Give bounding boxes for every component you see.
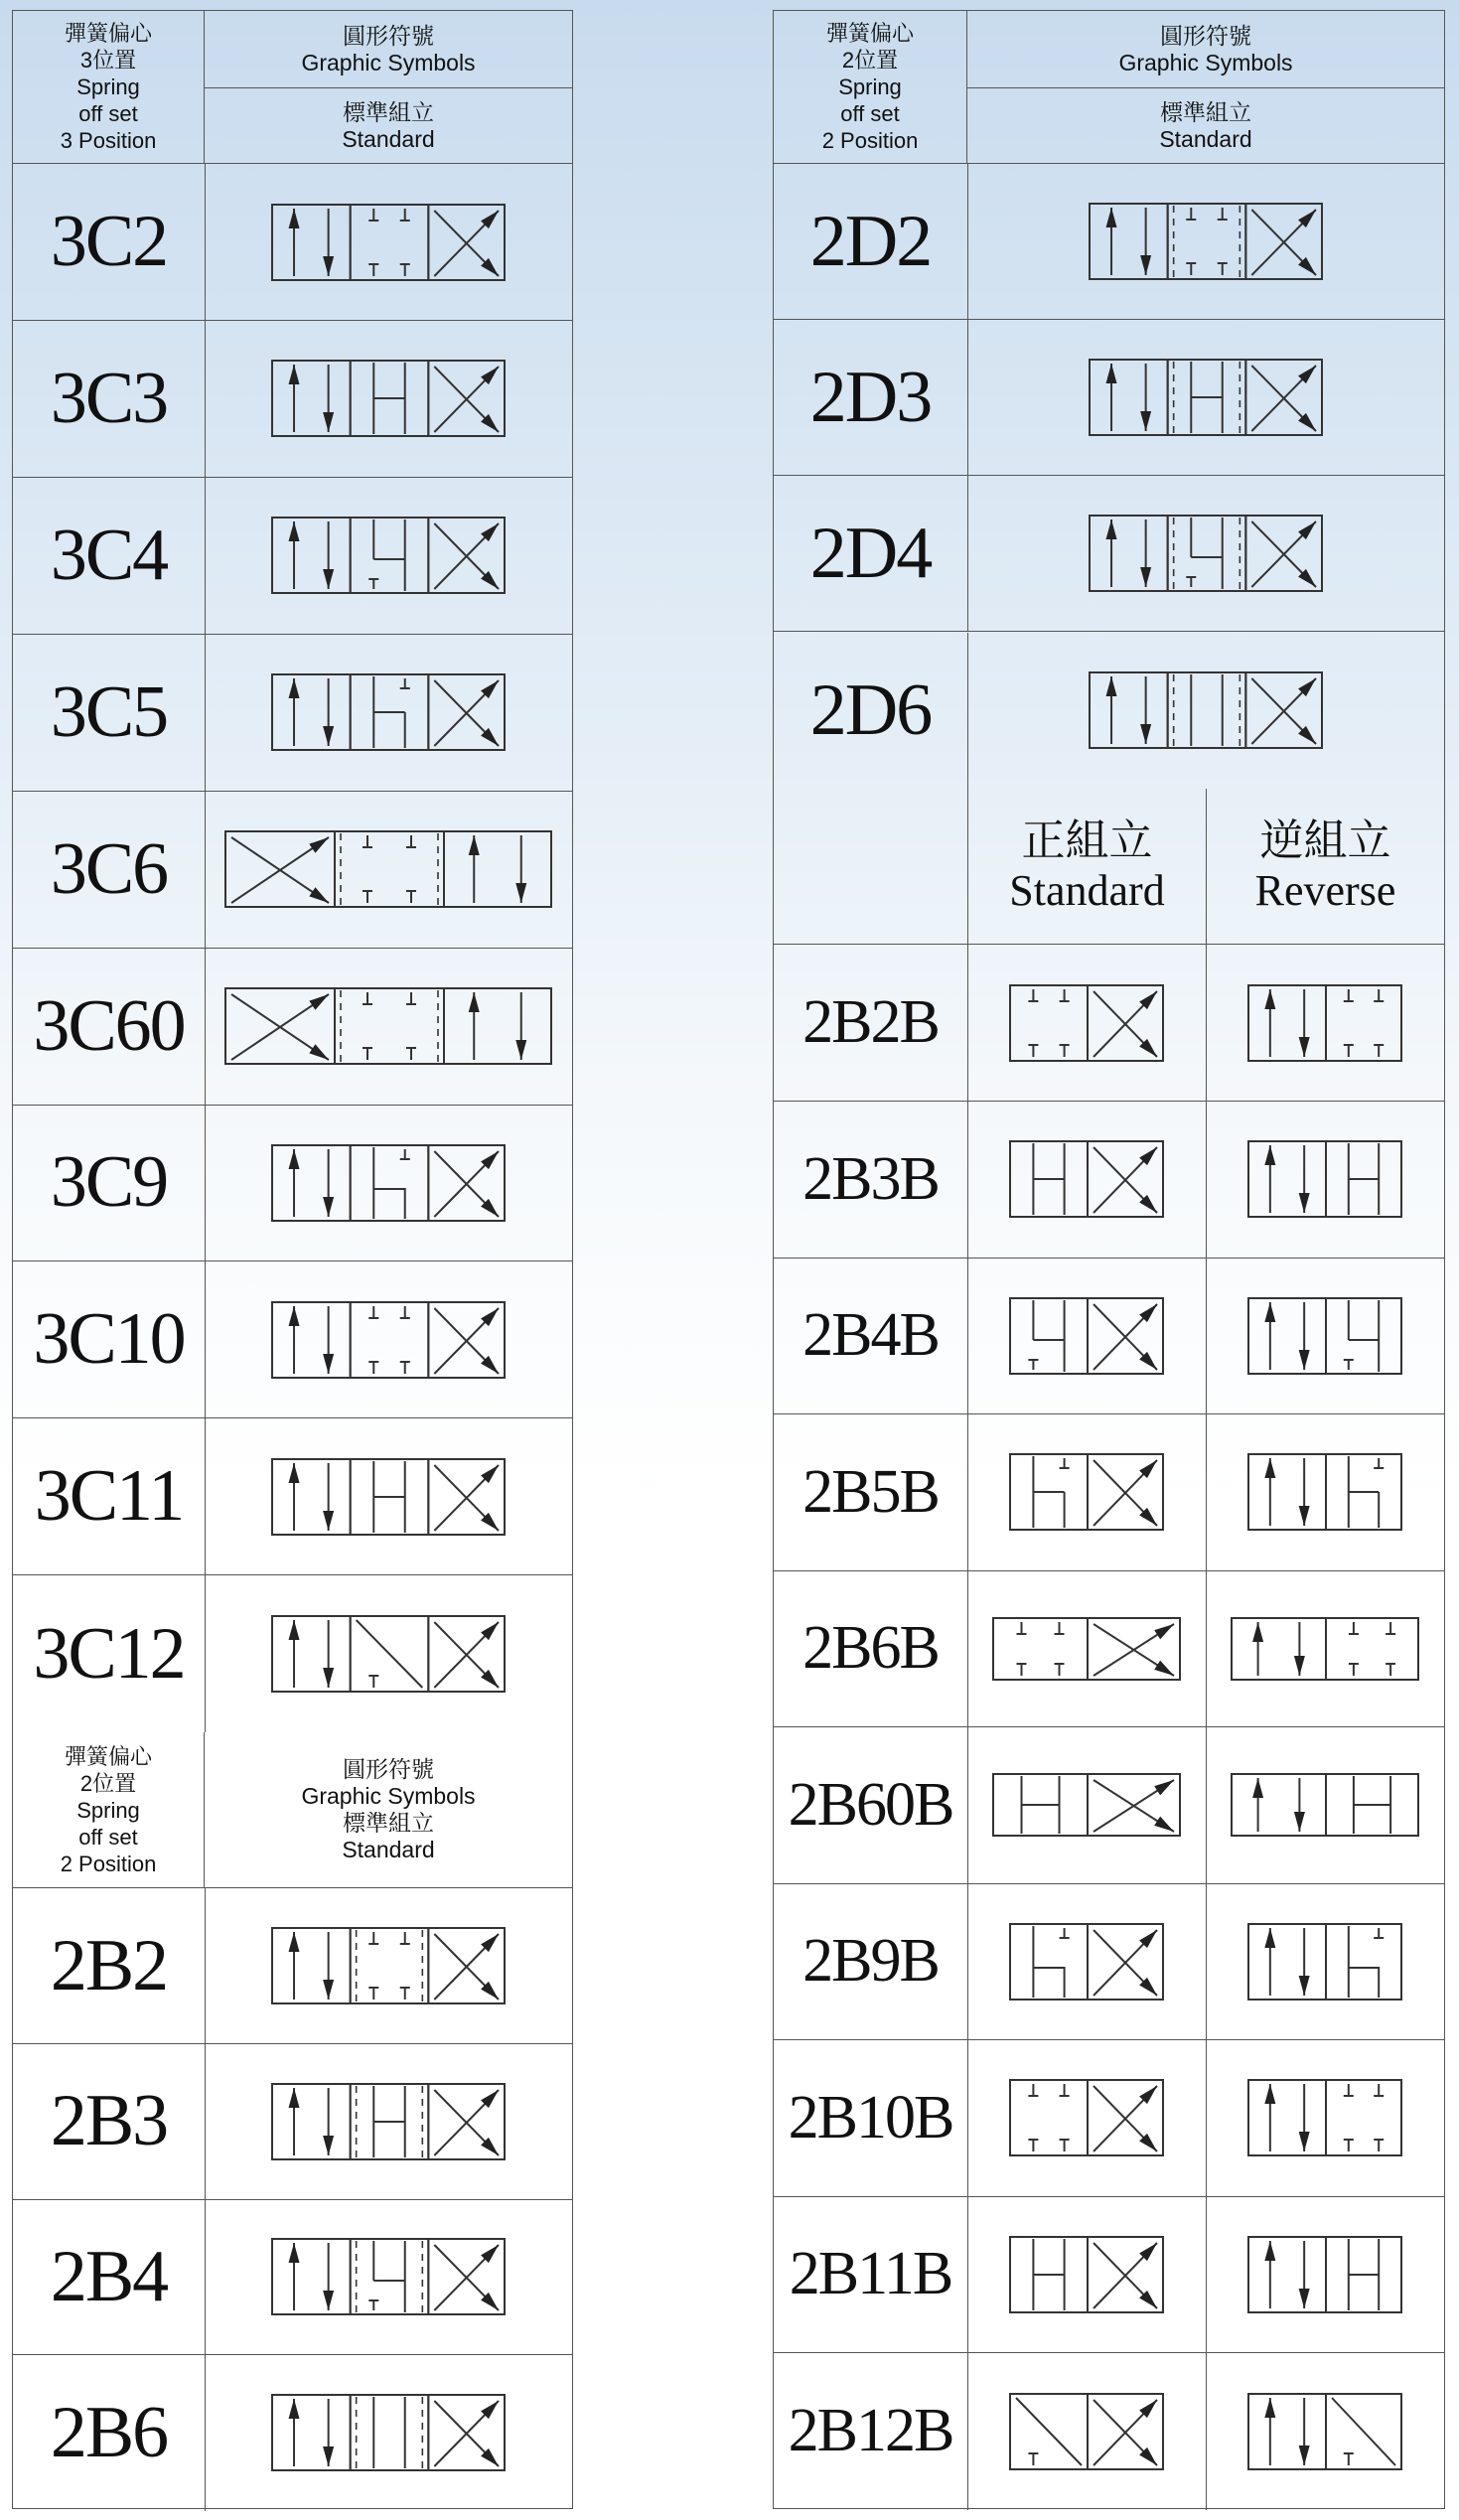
valve-code: 2D2	[809, 200, 932, 282]
left-code-header-2	[13, 1732, 205, 1887]
symbols-en: Graphic Symbols	[301, 49, 476, 75]
table-row	[13, 2199, 572, 2355]
reverse-en: Reverse	[1254, 866, 1396, 915]
valve-code: 2B2	[50, 1924, 168, 2006]
table-row	[774, 476, 1444, 632]
valve-code: 3C3	[50, 357, 168, 439]
reverse-zh: 逆組立	[1259, 816, 1391, 865]
graphic-symbol-cell	[967, 476, 1444, 631]
graphic-symbol-cell	[205, 2355, 572, 2511]
table-row	[13, 949, 572, 1106]
graphic-symbol-cell	[205, 478, 572, 634]
standard-valve-symbol-icon	[1009, 2235, 1166, 2314]
valve-3pos-3c12-icon	[271, 1614, 508, 1694]
reverse-valve-symbol-icon	[1247, 1452, 1404, 1532]
valve-code: 3C12	[33, 1612, 185, 1695]
valve-3pos-3c9-icon	[271, 1143, 508, 1223]
standard-symbol-cell	[967, 1414, 1206, 1570]
table-row	[774, 164, 1444, 320]
table-row	[774, 2040, 1444, 2197]
table-row	[13, 635, 572, 792]
reverse-valve-symbol-icon	[1247, 1922, 1404, 2001]
header-line: 彈簧偏心	[64, 21, 152, 46]
table-row	[13, 478, 572, 635]
reverse-valve-symbol-icon	[1247, 2078, 1404, 2157]
valve-code: 3C10	[33, 1298, 185, 1381]
standard-zh: 標準組立	[343, 1810, 434, 1836]
symbols-zh: 圓形符號	[343, 1756, 434, 1782]
standard-symbol-cell	[967, 945, 1206, 1101]
reverse-symbol-cell	[1206, 2196, 1444, 2352]
symbols-zh: 圓形符號	[1160, 22, 1251, 49]
valve-2pos-2d4-icon	[1089, 514, 1325, 593]
valve-3pos-3c11-icon	[271, 1457, 508, 1537]
header-line: 3位置	[79, 48, 137, 73]
standard-en: Standard	[342, 1837, 435, 1862]
valve-3pos-3c10-icon	[271, 1300, 508, 1380]
standard-zh: 正組立	[1021, 816, 1153, 865]
standard-symbol-cell	[967, 1727, 1206, 1883]
table-row	[774, 1570, 1444, 1727]
valve-code: 2B4	[50, 2235, 168, 2317]
graphic-symbol-cell	[205, 321, 572, 477]
right-table	[773, 10, 1445, 2509]
right-header	[774, 11, 1444, 164]
valve-code: 2B5B	[802, 1457, 939, 1526]
table-row	[774, 320, 1444, 476]
graphic-symbol-cell	[205, 1105, 572, 1260]
reverse-valve-symbol-icon	[1247, 983, 1404, 1063]
left-table	[12, 10, 573, 2509]
header-line: 彈簧偏心	[825, 21, 914, 46]
valve-2pos-2d6-icon	[1089, 670, 1325, 750]
graphic-symbol-cell	[205, 1418, 572, 1574]
reverse-symbol-cell	[1206, 1102, 1444, 1258]
valve-3pos-3c2-icon	[271, 203, 508, 282]
reverse-symbol-cell	[1206, 1727, 1444, 1883]
graphic-symbol-cell	[205, 949, 572, 1105]
left-standard-header	[205, 88, 572, 164]
table-row	[13, 1888, 572, 2044]
table-row	[774, 2353, 1444, 2510]
valve-2pos-2d3-icon	[1089, 358, 1325, 437]
standard-valve-symbol-icon	[992, 1616, 1183, 1682]
valve-code: 2B4B	[802, 1301, 939, 1369]
table-row	[13, 164, 572, 321]
valve-2pos-2b2-icon	[271, 1926, 508, 2005]
graphic-symbol-cell	[967, 320, 1444, 475]
reverse-valve-symbol-icon	[1231, 1616, 1421, 1682]
standard-valve-symbol-icon	[1009, 2078, 1166, 2157]
graphic-symbol-cell	[205, 1261, 572, 1417]
standard-zh: 標準組立	[1160, 99, 1251, 125]
column-headers-row	[774, 789, 1444, 945]
standard-valve-symbol-icon	[1009, 1139, 1166, 1219]
right-symbols-header	[967, 11, 1444, 88]
header-line: Spring	[838, 74, 902, 99]
standard-valve-symbol-icon	[1009, 983, 1166, 1063]
valve-code: 2B60B	[788, 1770, 953, 1839]
table-row	[13, 1575, 572, 1732]
valve-2pos-2b3-icon	[271, 2082, 508, 2161]
left-header-2pos	[13, 1732, 572, 1888]
header-line: 3 Position	[60, 128, 157, 153]
left-symbols-header	[205, 11, 572, 88]
right-code-header	[774, 11, 967, 163]
table-row	[774, 2196, 1444, 2353]
header-line: 2位置	[79, 1770, 137, 1796]
valve-code: 2B11B	[789, 2240, 952, 2307]
header-line: off set	[78, 101, 138, 126]
left-symbols-header-2	[205, 1732, 572, 1887]
valve-code: 2B9B	[802, 1927, 939, 1995]
table-row	[13, 2044, 572, 2200]
table-row	[13, 2355, 572, 2511]
reverse-valve-symbol-icon	[1247, 1139, 1404, 1219]
table-row	[774, 945, 1444, 1102]
reverse-valve-symbol-icon	[1247, 2392, 1404, 2471]
valve-3pos-3c6-icon	[224, 829, 554, 909]
valve-2pos-2b6-icon	[271, 2393, 508, 2472]
standard-zh: 標準組立	[343, 99, 434, 125]
table-row	[13, 792, 572, 949]
left-code-header	[13, 11, 205, 163]
valve-code: 3C11	[34, 1455, 184, 1538]
header-line: Spring	[76, 74, 140, 99]
valve-code: 2D6	[809, 668, 932, 751]
reverse-valve-symbol-icon	[1231, 1772, 1421, 1838]
reverse-column-header	[1206, 789, 1444, 944]
standard-symbol-cell	[967, 2040, 1206, 2196]
valve-3pos-3c5-icon	[271, 672, 508, 752]
valve-code: 3C2	[50, 201, 168, 282]
standard-symbol-cell	[967, 1258, 1206, 1413]
graphic-symbol-cell	[205, 1888, 572, 2043]
table-row	[13, 1418, 572, 1575]
valve-code: 2B12B	[788, 2397, 953, 2464]
graphic-symbol-cell	[205, 792, 572, 948]
table-row	[13, 1261, 572, 1418]
valve-code: 2B6B	[802, 1614, 939, 1682]
reverse-symbol-cell	[1206, 1883, 1444, 2039]
valve-3pos-3c4-icon	[271, 516, 508, 595]
table-row	[774, 1414, 1444, 1571]
standard-symbol-cell	[967, 2196, 1206, 2352]
valve-code: 3C9	[50, 1141, 168, 1224]
graphic-symbol-cell	[205, 164, 572, 320]
reverse-symbol-cell	[1206, 2353, 1444, 2510]
valve-code: 3C4	[50, 514, 168, 596]
standard-valve-symbol-icon	[1009, 1452, 1166, 1532]
standard-en: Standard	[1009, 866, 1165, 915]
standard-symbol-cell	[967, 1570, 1206, 1726]
graphic-symbol-cell	[967, 633, 1444, 789]
reverse-valve-symbol-icon	[1247, 1296, 1404, 1376]
standard-symbol-cell	[967, 2353, 1206, 2510]
table-row	[774, 633, 1444, 789]
header-line: off set	[840, 101, 900, 126]
reverse-symbol-cell	[1206, 1414, 1444, 1570]
reverse-symbol-cell	[1206, 2040, 1444, 2196]
valve-3pos-3c60-icon	[224, 986, 554, 1066]
valve-3pos-3c3-icon	[271, 359, 508, 438]
table-row	[774, 1727, 1444, 1884]
header-line: 2位置	[841, 48, 899, 73]
valve-code: 3C60	[33, 984, 185, 1067]
header-line: off set	[78, 1824, 138, 1850]
header-line: 2 Position	[60, 1851, 157, 1876]
standard-column-header	[967, 789, 1206, 944]
reverse-valve-symbol-icon	[1247, 2235, 1404, 2314]
table-row	[774, 1883, 1444, 2040]
valve-code: 2B6	[50, 2391, 168, 2473]
header-line: 2 Position	[821, 128, 919, 153]
standard-en: Standard	[342, 126, 435, 152]
reverse-symbol-cell	[1206, 945, 1444, 1101]
valve-code: 3C6	[50, 827, 168, 910]
valve-code: 2B3	[50, 2080, 168, 2161]
header-line: 彈簧偏心	[64, 1743, 152, 1769]
standard-valve-symbol-icon	[1009, 2392, 1166, 2471]
standard-valve-symbol-icon	[992, 1772, 1183, 1838]
standard-valve-symbol-icon	[1009, 1296, 1166, 1376]
graphic-symbol-cell	[205, 635, 572, 791]
graphic-symbol-cell	[205, 2199, 572, 2354]
graphic-symbol-cell	[967, 164, 1444, 319]
symbols-en: Graphic Symbols	[1118, 49, 1293, 75]
header-line: Spring	[76, 1797, 140, 1823]
valve-code: 2D3	[809, 356, 932, 438]
left-header	[13, 11, 572, 164]
standard-symbol-cell	[967, 1883, 1206, 2039]
valve-code: 3C5	[50, 670, 168, 753]
graphic-symbol-cell	[205, 2044, 572, 2199]
reverse-symbol-cell	[1206, 1570, 1444, 1726]
valve-2pos-2d2-icon	[1089, 202, 1325, 281]
valve-code: 2B10B	[788, 2083, 953, 2151]
table-row	[774, 1258, 1444, 1414]
valve-code: 2B2B	[802, 988, 939, 1056]
standard-valve-symbol-icon	[1009, 1922, 1166, 2001]
symbols-en: Graphic Symbols	[301, 1783, 476, 1809]
standard-en: Standard	[1159, 126, 1252, 152]
graphic-symbol-cell	[205, 1575, 572, 1732]
valve-code: 2B3B	[802, 1144, 939, 1213]
reverse-symbol-cell	[1206, 1258, 1444, 1413]
table-row	[13, 321, 572, 478]
empty-code-cell	[774, 789, 967, 944]
valve-2pos-2b4-icon	[271, 2237, 508, 2316]
right-standard-header	[967, 88, 1444, 164]
standard-symbol-cell	[967, 1102, 1206, 1258]
table-row	[13, 1105, 572, 1261]
symbols-zh: 圓形符號	[343, 22, 434, 49]
valve-code: 2D4	[809, 512, 932, 594]
table-row	[774, 1102, 1444, 1259]
